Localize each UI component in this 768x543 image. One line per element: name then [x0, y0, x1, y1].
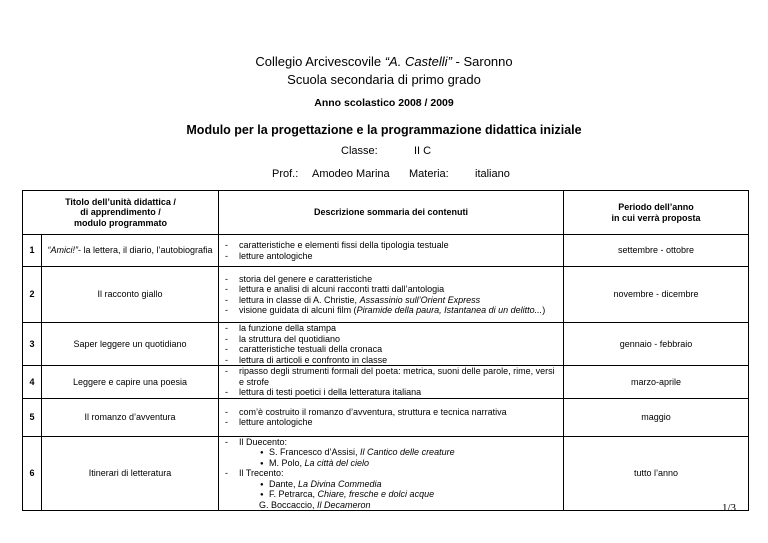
content-item: - letture antologiche — [239, 251, 559, 262]
school-prefix: Collegio Arcivescovile — [255, 54, 385, 69]
row-period: maggio — [564, 398, 749, 436]
row-title — [42, 235, 219, 267]
row-number: 3 — [23, 323, 42, 366]
author-item — [269, 458, 559, 469]
content-item: - ripasso degli strumenti formali del poeta: metrica, suoni delle parole, rime, versi e strofe — [239, 366, 559, 387]
content-item: - lettura e analisi di alcuni racconti tratti dall’antologia — [239, 284, 559, 295]
row-period: gennaio - febbraio — [564, 323, 749, 366]
prof-value: Amodeo Marina — [312, 168, 390, 180]
table-row — [23, 436, 749, 511]
period-heading: Il Trecento: — [239, 468, 284, 478]
content-item: - letture antologiche — [239, 417, 559, 428]
author-item — [269, 489, 559, 500]
content-text: ) — [542, 305, 546, 315]
content-item: - lettura di testi poetici i della letteratura italiana — [239, 387, 559, 398]
author-item — [269, 479, 559, 490]
row-title: Il romanzo d’avventura — [42, 398, 219, 436]
row-period: tutto l’anno — [564, 436, 749, 511]
row-title: Saper leggere un quotidiano — [42, 323, 219, 366]
content-text: Dante, — [269, 478, 299, 489]
header-period — [564, 191, 749, 235]
row-period: settembre - ottobre — [564, 235, 749, 267]
content-text: visione guidata di alcuni film ( — [239, 305, 357, 315]
row-contents — [219, 323, 564, 366]
content-item: - caratteristiche testuali della cronaca — [239, 344, 559, 355]
row-title-italic: “Amici!” — [47, 245, 78, 256]
content-text: G. Boccaccio, — [259, 499, 318, 510]
school-name-italic: “A. Castelli” — [384, 54, 452, 69]
content-item: - com’è costruito il romanzo d’avventura, struttura e tecnica narrativa — [239, 407, 559, 418]
period-heading: Il Duecento: — [239, 436, 288, 447]
content-text: F. Petrarca, — [269, 489, 318, 499]
header-unit — [23, 191, 219, 235]
content-item: - la struttura del quotidiano — [239, 334, 559, 345]
content-italic: Il Decameron — [317, 499, 371, 510]
row-number: 6 — [23, 436, 42, 511]
row-title: Il racconto giallo — [42, 267, 219, 323]
table-row — [23, 366, 749, 399]
table-row — [23, 398, 749, 436]
row-period: marzo-aprile — [564, 366, 749, 399]
module-title: Modulo per la progettazione e la programmazione didattica iniziale — [186, 123, 582, 137]
row-title: Itinerari di letteratura — [42, 436, 219, 511]
subject-label: Materia: — [409, 168, 449, 180]
content-italic: La Divina Commedia — [298, 478, 382, 489]
content-item: - la funzione della stampa — [239, 323, 559, 334]
class-value: II C — [414, 145, 432, 157]
row-contents — [219, 366, 564, 399]
content-item — [239, 305, 559, 316]
content-item: - caratteristiche e elementi fissi della tipologia testuale — [239, 240, 559, 251]
page-number: 1/3 — [721, 502, 736, 514]
row-contents — [219, 436, 564, 511]
author-item — [269, 447, 559, 458]
row-number: 4 — [23, 366, 42, 399]
row-number: 1 — [23, 235, 42, 267]
row-title: Leggere e capire una poesia — [42, 366, 219, 399]
content-item — [239, 295, 559, 306]
header-unit-line: Titolo dell’unità didattica / — [65, 196, 176, 207]
school-year: Anno scolastico 2008 / 2009 — [314, 97, 454, 109]
table-header-row — [23, 191, 749, 235]
table-row — [23, 323, 749, 366]
row-title-rest: - la lettera, il diario, l’autobiografia — [77, 245, 213, 256]
content-text: lettura in classe di A. Christie, — [239, 294, 360, 305]
row-contents — [219, 235, 564, 267]
content-text: S. Francesco d’Assisi, — [269, 447, 361, 457]
header-unit-line: modulo programmato — [73, 217, 167, 228]
school-name — [0, 54, 768, 69]
content-italic: La città del cielo — [304, 457, 370, 468]
table-row — [23, 235, 749, 267]
programming-table — [22, 190, 749, 511]
table-row — [23, 267, 749, 323]
school-subtitle: Scuola secondaria di primo grado — [287, 72, 481, 87]
content-text: M. Polo, — [269, 457, 305, 468]
content-italic: Piramide della paura, Istantanea di un delitto... — [356, 305, 543, 315]
subject-value: italiano — [475, 168, 510, 180]
header-period-line: in cui verrà proposta — [611, 212, 701, 223]
row-contents — [219, 398, 564, 436]
class-label: Classe: — [341, 145, 378, 157]
content-italic: Assassinio sull’Orient Express — [359, 294, 481, 305]
row-number: 2 — [23, 267, 42, 323]
school-suffix: - Saronno — [451, 54, 513, 69]
row-number: 5 — [23, 398, 42, 436]
prof-label: Prof.: — [272, 168, 299, 180]
content-item: - storia del genere e caratteristiche — [239, 274, 559, 285]
header-unit-line: di apprendimento / — [80, 207, 161, 218]
content-item — [239, 437, 559, 469]
header-period-line: Periodo dell’anno — [618, 202, 694, 212]
content-italic: Chiare, fresche e dolci acque — [317, 489, 435, 499]
content-italic: Il Cantico delle creature — [360, 447, 455, 457]
author-item — [239, 500, 559, 511]
row-period: novembre - dicembre — [564, 267, 749, 323]
content-item — [239, 468, 559, 510]
header-contents: Descrizione sommaria dei contenuti — [219, 191, 564, 235]
content-item: - lettura di articoli e confronto in classe — [239, 355, 559, 366]
row-contents — [219, 267, 564, 323]
